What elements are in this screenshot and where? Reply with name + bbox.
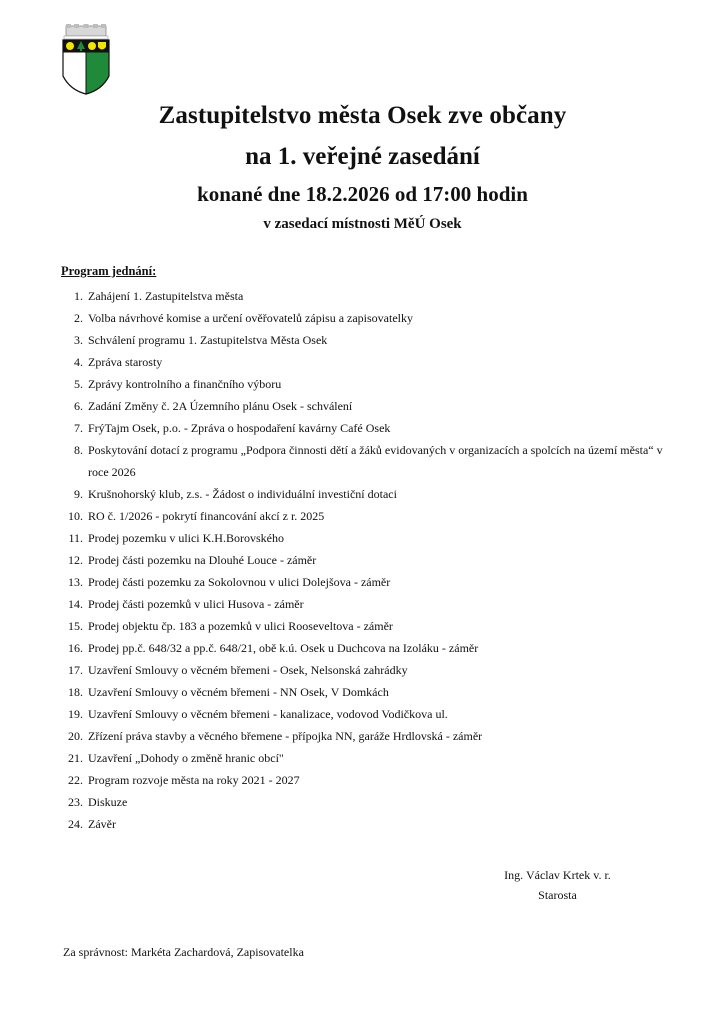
agenda-item-number: 12.: [68, 553, 83, 567]
signature-name: Ing. Václav Krtek v. r.: [504, 868, 611, 882]
agenda-item-number: 13.: [68, 575, 83, 589]
agenda-item-number: 3.: [74, 333, 83, 347]
agenda-item-text: Schválení programu 1. Zastupitelstva Města Osek: [88, 333, 328, 347]
agenda-item-number: 8.: [74, 443, 83, 457]
agenda-item-number: 9.: [74, 487, 83, 501]
signature-block: [490, 865, 625, 905]
agenda-list: [61, 285, 681, 835]
agenda-item: [61, 505, 681, 527]
agenda-item-text: Závěr: [88, 817, 116, 831]
agenda-item: [61, 769, 681, 791]
agenda-item-number: 7.: [74, 421, 83, 435]
agenda-item: [61, 395, 681, 417]
agenda-item: [61, 747, 681, 769]
agenda-item: [61, 681, 681, 703]
agenda-item: [61, 637, 681, 659]
coat-of-arms-logo: [60, 24, 112, 96]
agenda-item: [61, 703, 681, 725]
agenda-item: [61, 417, 681, 439]
agenda-item: [61, 285, 681, 307]
agenda-item-text: Uzavření „Dohody o změně hranic obcí": [88, 751, 284, 765]
agenda-item-number: 1.: [74, 289, 83, 303]
agenda-item-number: 10.: [68, 509, 83, 523]
agenda-item-number: 14.: [68, 597, 83, 611]
agenda-item-number: 23.: [68, 795, 83, 809]
agenda-item-number: 4.: [74, 355, 83, 369]
agenda-item-text: Krušnohorský klub, z.s. - Žádost o individuální investiční dotaci: [88, 487, 397, 501]
agenda-item: [61, 439, 681, 483]
agenda-item-text: Zpráva starosty: [88, 355, 163, 369]
agenda-item: [61, 329, 681, 351]
agenda-item: [61, 593, 681, 615]
agenda-item-text: Zahájení 1. Zastupitelstva města: [88, 289, 244, 303]
agenda-item-text: Prodej části pozemku na Dlouhé Louce - záměr: [88, 553, 317, 567]
agenda-item: [61, 725, 681, 747]
agenda-item: [61, 527, 681, 549]
agenda-item-text: Prodej objektu čp. 183 a pozemků v ulici Rooseveltova - záměr: [88, 619, 393, 633]
agenda-item-number: 6.: [74, 399, 83, 413]
agenda-item-number: 11.: [68, 531, 83, 545]
agenda-item: [61, 615, 681, 637]
signature-role: Starosta: [538, 888, 577, 902]
agenda-item-text: Zprávy kontrolního a finančního výboru: [88, 377, 282, 391]
footer-attestation: Za správnost: Markéta Zachardová, Zapisovatelka: [63, 945, 304, 959]
coat-of-arms-icon: [60, 24, 112, 96]
agenda-item: [61, 351, 681, 373]
agenda-item-text: FrýTajm Osek, p.o. - Zpráva o hospodaření kavárny Café Osek: [88, 421, 391, 435]
agenda-item-text: Prodej pozemku v ulici K.H.Borovského: [88, 531, 284, 545]
agenda-item-number: 20.: [68, 729, 83, 743]
agenda-item-text: Poskytování dotací z programu „Podpora činnosti dětí a žáků evidovaných v organizacích a spolcích na území města“ v roce 2026: [88, 443, 663, 479]
agenda-item: [61, 571, 681, 593]
agenda-item-text: Uzavření Smlouvy o věcném břemeni - NN Osek, V Domkách: [88, 685, 389, 699]
agenda-item-number: 16.: [68, 641, 83, 655]
agenda-item-text: Prodej části pozemku za Sokolovnou v ulici Dolejšova - záměr: [88, 575, 391, 589]
agenda-item: [61, 659, 681, 681]
agenda-item-number: 24.: [68, 817, 83, 831]
header-date-time: konané dne 18.2.2026 od 17:00 hodin: [197, 182, 528, 206]
agenda-item: [61, 373, 681, 395]
agenda-item-text: Prodej části pozemků v ulici Husova - záměr: [88, 597, 304, 611]
agenda-item: [61, 549, 681, 571]
agenda-item-number: 5.: [74, 377, 83, 391]
agenda-item-number: 17.: [68, 663, 83, 677]
header-title-line2: na 1. veřejné zasedání: [245, 143, 480, 170]
agenda-item: [61, 483, 681, 505]
agenda-item-text: Uzavření Smlouvy o věcném břemeni - Osek, Nelsonská zahrádky: [88, 663, 408, 677]
agenda-item-number: 15.: [68, 619, 83, 633]
agenda-item-text: Diskuze: [88, 795, 128, 809]
agenda-item: [61, 813, 681, 835]
agenda-item: [61, 307, 681, 329]
agenda-item-text: Program rozvoje města na roky 2021 - 2027: [88, 773, 300, 787]
agenda-item-text: Zadání Změny č. 2A Územního plánu Osek - schválení: [88, 399, 353, 413]
agenda-item-text: Zřízení práva stavby a věcného břemene - přípojka NN, garáže Hrdlovská - záměr: [88, 729, 483, 743]
agenda-item-text: Prodej pp.č. 648/32 a pp.č. 648/21, obě k.ú. Osek u Duchcova na Izoláku - záměr: [88, 641, 479, 655]
agenda-item-number: 2.: [74, 311, 83, 325]
program-heading: Program jednání:: [61, 264, 157, 278]
agenda-item: [61, 791, 681, 813]
agenda-item-text: RO č. 1/2026 - pokrytí financování akcí z r. 2025: [88, 509, 325, 523]
header-venue: v zasedací místnosti MěÚ Osek: [263, 216, 462, 232]
agenda-item-number: 19.: [68, 707, 83, 721]
agenda-item-number: 21.: [68, 751, 83, 765]
agenda-item-text: Volba návrhové komise a určení ověřovatelů zápisu a zapisovatelky: [88, 311, 414, 325]
agenda-item-text: Uzavření Smlouvy o věcném břemeni - kanalizace, vodovod Vodičkova ul.: [88, 707, 448, 721]
agenda-item-number: 22.: [68, 773, 83, 787]
header-title-line1: Zastupitelstvo města Osek zve občany: [158, 102, 567, 129]
agenda-item-number: 18.: [68, 685, 83, 699]
